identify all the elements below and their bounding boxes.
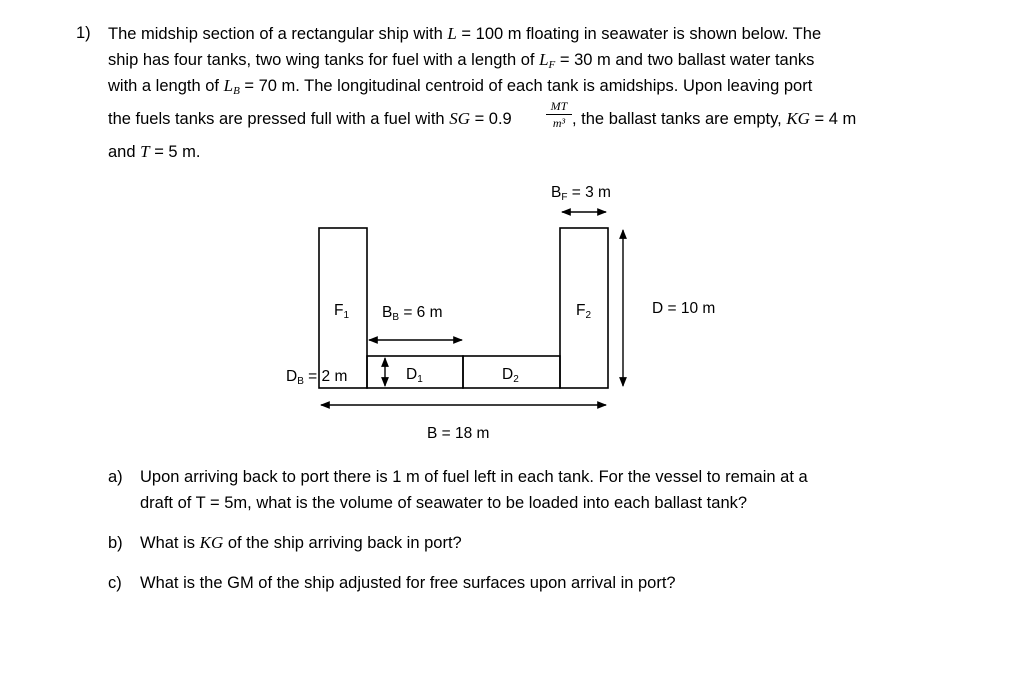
beam-label: B = 18 m: [427, 425, 490, 442]
problem-line-1: The midship section of a rectangular ship with L = 100 m floating in seawater is shown below. The: [108, 24, 822, 43]
question-c-text: What is the GM of the ship adjusted for free surfaces upon arrival in port?: [140, 574, 676, 592]
question-b-text: What is KG of the ship arriving back in port?: [140, 533, 462, 552]
fraction-denominator: m³: [552, 116, 566, 130]
question-a-marker: a): [108, 468, 123, 486]
depth-label: D = 10 m: [652, 300, 716, 317]
question-b-marker: b): [108, 534, 123, 552]
f1-label: $F_1$: [334, 302, 350, 321]
fraction-numerator: MT: [550, 99, 568, 113]
bf-label: $B_F = 3$ m: [551, 184, 611, 203]
question-a-line-2: draft of T = 5m, what is the volume of seawater to be loaded into each ballast tank?: [140, 494, 748, 512]
question-c-marker: c): [108, 574, 122, 592]
d2-label: $D_2$: [502, 366, 519, 385]
db-label: $D_B = 2$ m: [286, 368, 348, 387]
problem-line-2: ship has four tanks, two wing tanks for fuel with a length of LF = 30 m and two ballast water tanks: [108, 50, 815, 71]
d1-label: $D_1$: [406, 366, 423, 385]
question-a-line-1: Upon arriving back to port there is 1 m of fuel left in each tank. For the vessel to remain at a: [140, 468, 808, 486]
problem-line-4a: the fuels tanks are pressed full with a fuel with SG = 0.9: [108, 109, 512, 128]
problem-line-4b: , the ballast tanks are empty, KG = 4 m: [572, 109, 857, 128]
bb-label: $B_B = 6$ m: [382, 304, 443, 323]
f2-label: $F_2$: [576, 302, 592, 321]
problem-line-3: with a length of LB = 70 m. The longitudinal centroid of each tank is amidships. Upon leaving port: [108, 76, 813, 97]
problem-line-5: and T = 5 m.: [108, 142, 201, 161]
problem-number: 1): [76, 24, 91, 42]
